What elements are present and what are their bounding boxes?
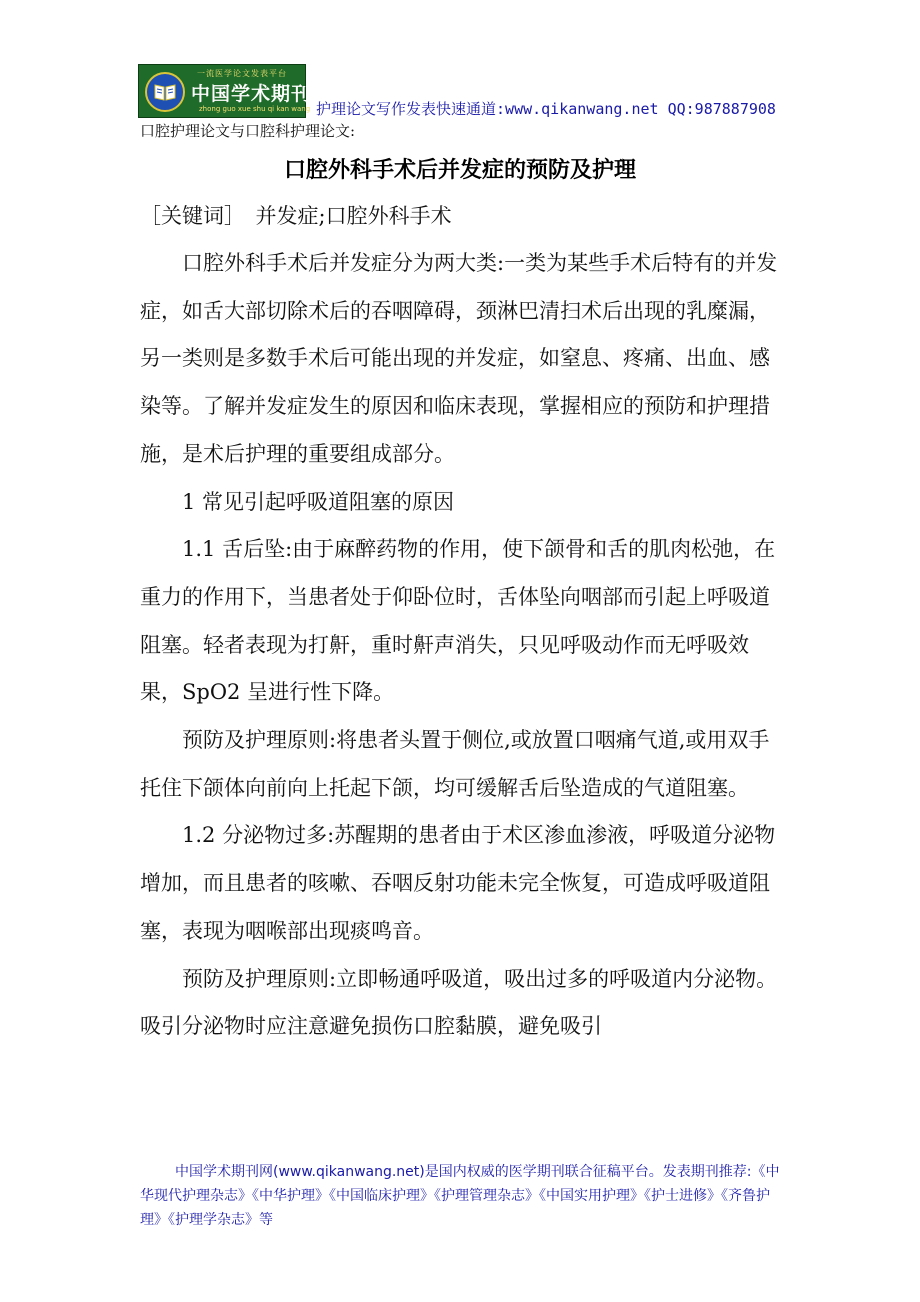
keywords-line: ［关键词］ 并发症;口腔外科手术 — [140, 204, 452, 228]
page-header — [138, 64, 798, 120]
paragraph-1-2: 1.2 分泌物过多:苏醒期的患者由于术区渗血渗液，呼吸道分泌物增加，而且患者的咳嗽、吞咽反射功能未完全恢复，可造成呼吸道阻塞，表现为咽喉部出现痰鸣音。 — [140, 823, 776, 943]
section-heading-1: 1 常见引起呼吸道阻塞的原因 — [182, 489, 455, 514]
site-logo[interactable] — [138, 64, 332, 118]
footer-promo[interactable]: 中国学术期刊网(www.qikanwang.net)是国内权威的医学期刊联合征稿平台。发表期刊推荐:《中华现代护理杂志》《中华护理》《中国临床护理》《护理管理杂志》《中国实用护理》《护士进修》《齐鲁护理》《护理学杂志》等 — [140, 1164, 780, 1228]
document-category: 口腔护理论文与口腔科护理论文: — [140, 122, 356, 140]
logo-site-name: 中国学术期刊网 — [191, 83, 332, 105]
logo-pinyin: zhong guo xue shu qi kan wang — [199, 105, 311, 113]
open-book-icon — [145, 72, 185, 112]
article-body — [140, 240, 785, 1051]
paragraph-1-1: 1.1 舌后坠:由于麻醉药物的作用，使下颌骨和舌的肌肉松弛，在重力的作用下，当患者处于仰卧位时，舌体坠向咽部而引起上呼吸道阻塞。轻者表现为打鼾，重时鼾声消失，只见呼吸动作而无呼吸效果，SpO2 呈进行性下降。 — [140, 537, 776, 705]
logo-tagline: 一流医学论文发表平台 — [197, 69, 287, 78]
page-title: 口腔外科手术后并发症的预防及护理 — [283, 157, 636, 183]
paragraph-intro: 口腔外科手术后并发症分为两大类:一类为某些手术后特有的并发症，如舌大部切除术后的吞咽障碍，颈淋巴清扫术后出现的乳糜漏，另一类则是多数手术后可能出现的并发症，如窒息、疼痛、出血、感染等。了解并发症发生的原因和临床表现，掌握相应的预防和护理措施，是术后护理的重要组成部分。 — [140, 251, 778, 466]
header-promo-link[interactable]: 护理论文写作发表快速通道:www.qikanwang.net QQ:987887908 — [316, 100, 776, 118]
paragraph-prevention-1: 预防及护理原则:将患者头置于侧位,或放置口咽痛气道,或用双手托住下颌体向前向上托起下颌，均可缓解舌后坠造成的气道阻塞。 — [140, 728, 770, 800]
paragraph-prevention-2: 预防及护理原则:立即畅通呼吸道，吸出过多的呼吸道内分泌物。吸引分泌物时应注意避免损伤口腔黏膜，避免吸引 — [140, 966, 778, 1039]
